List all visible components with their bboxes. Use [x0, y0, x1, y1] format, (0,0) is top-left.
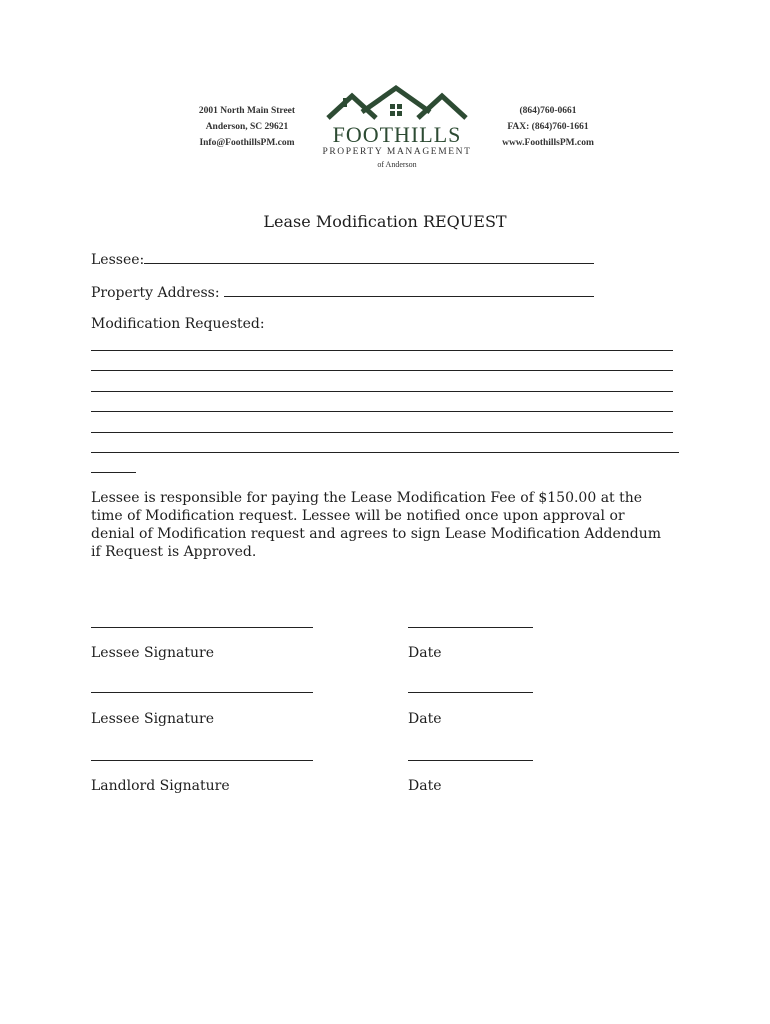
email-address: Info@FoothillsPM.com	[199, 138, 295, 148]
lessee-label: Lessee:	[91, 252, 145, 268]
city-state-zip: Anderson, SC 29621	[205, 122, 289, 132]
company-address	[188, 103, 306, 151]
form-title: Lease Modification REQUEST	[263, 212, 507, 231]
date-label: Date	[408, 645, 442, 661]
modification-line[interactable]	[91, 391, 673, 392]
phone-number: (864)760-0661	[519, 106, 577, 116]
date-label: Date	[408, 711, 442, 727]
modification-line[interactable]	[91, 411, 673, 412]
lessee-signature-label: Lessee Signature	[91, 711, 214, 727]
logo-location: of Anderson	[377, 160, 417, 169]
fax-number: FAX: (864)760-1661	[507, 122, 589, 132]
date-line[interactable]	[408, 760, 533, 761]
modification-line[interactable]	[91, 370, 673, 371]
property-address-label: Property Address:	[91, 285, 220, 301]
landlord-signature-label: Landlord Signature	[91, 778, 230, 794]
signature-line[interactable]	[91, 627, 313, 628]
logo-name: FOOTHILLS	[332, 122, 462, 147]
logo-subtitle: PROPERTY MANAGEMENT	[322, 147, 472, 157]
lessee-field-row	[91, 250, 594, 268]
modification-line[interactable]	[91, 432, 673, 433]
lessee-blank[interactable]	[144, 250, 594, 264]
website: www.FoothillsPM.com	[502, 138, 594, 148]
signature-line[interactable]	[91, 760, 313, 761]
property-address-row	[91, 283, 594, 301]
date-line[interactable]	[408, 692, 533, 693]
signature-line[interactable]	[91, 692, 313, 693]
modification-requested-label: Modification Requested:	[91, 316, 265, 332]
date-line[interactable]	[408, 627, 533, 628]
company-logo	[318, 84, 476, 174]
date-label: Date	[408, 778, 442, 794]
property-address-blank[interactable]	[224, 283, 594, 297]
houses-roof-icon	[318, 84, 476, 124]
company-contact	[488, 103, 608, 151]
street-address: 2001 North Main Street	[198, 106, 296, 116]
fee-notice: Lessee is responsible for paying the Lease Modification Fee of $150.00 at the time of Modification request. Lessee will be notified once upon approval or denial of Modification request and agrees to sign Lease Modification Addendum if Request is Approved.	[91, 490, 662, 560]
modification-line[interactable]	[91, 350, 673, 351]
lessee-signature-label: Lessee Signature	[91, 645, 214, 661]
modification-line[interactable]	[91, 452, 679, 453]
letterhead	[0, 0, 770, 200]
modification-line[interactable]	[91, 472, 136, 473]
